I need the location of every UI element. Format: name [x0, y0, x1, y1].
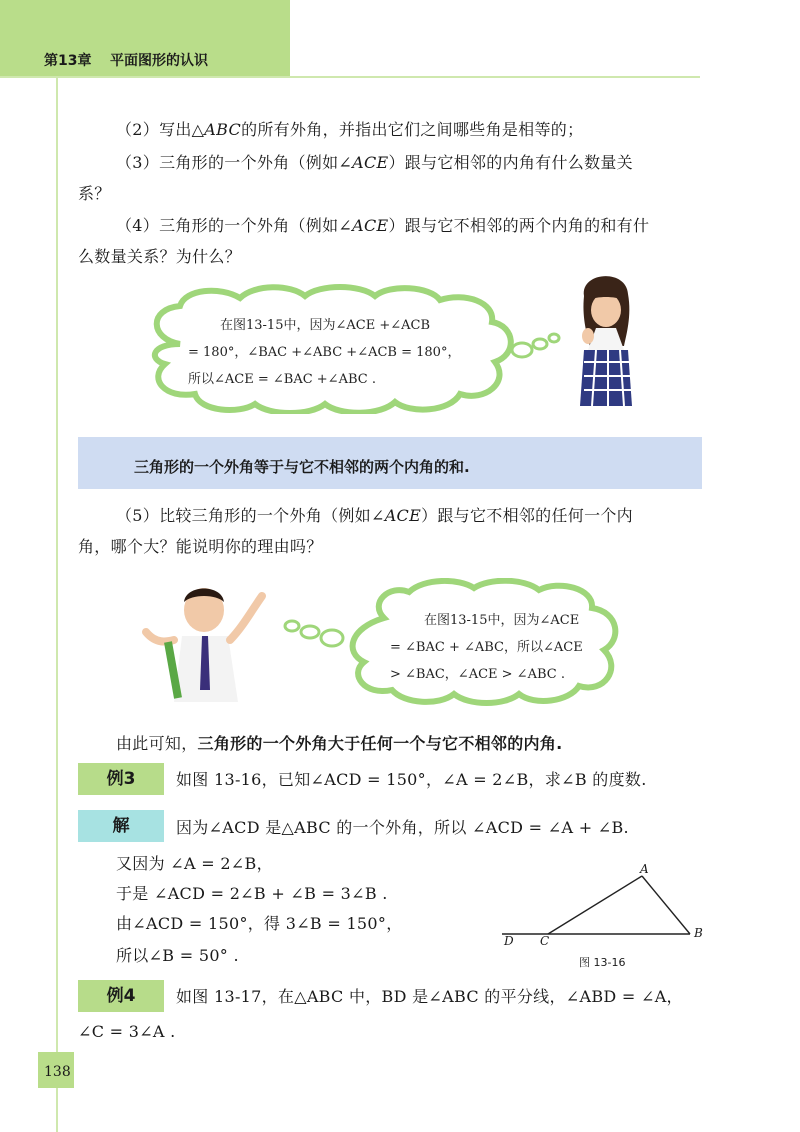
cloud1-line1: 在图13-15中，因为∠ACE +∠ACB [220, 318, 430, 333]
header-divider [0, 76, 700, 78]
solution-text: 因为∠ACD 是△ABC 的一个外角，所以 ∠ACD = ∠A + ∠B. [176, 818, 629, 837]
cloud2-line3: > ∠BAC，∠ACE > ∠ABC . [390, 667, 565, 682]
question-4-cont: 么数量关系？为什么？ [78, 247, 242, 266]
solution-line2: 于是 ∠ACD = 2∠B + ∠B = 3∠B . [116, 884, 388, 903]
cloud2-line2: = ∠BAC + ∠ABC，所以∠ACE [390, 640, 583, 655]
example3-text: 如图 13-16，已知∠ACD = 150°，∠A = 2∠B，求∠B 的度数. [176, 770, 647, 789]
solution-label: 解 [78, 810, 164, 842]
girl-thinking-illustration [566, 266, 646, 412]
example3-label: 例3 [78, 763, 164, 795]
example4-label: 例4 [78, 980, 164, 1012]
point-a-label: A [640, 862, 649, 876]
example4-text2: ∠C = 3∠A . [78, 1022, 176, 1041]
solution-line3: 由∠ACD = 150°，得 3∠B = 150°， [116, 914, 403, 933]
triangle-figure-13-16 [490, 858, 720, 958]
figure-caption: 图 13-16 [579, 956, 626, 969]
point-c-label: C [540, 934, 550, 948]
solution-line4: 所以∠B = 50° . [116, 946, 239, 965]
question-2: （2）写出△ABC的所有外角，并指出它们之间哪些角是相等的； [116, 120, 584, 139]
left-margin-rule [56, 78, 58, 1132]
question-5: （5）比较三角形的一个外角（例如∠ACE）跟与它不相邻的任何一个内 [116, 506, 633, 525]
solution-line1: 又因为 ∠A = 2∠B， [116, 854, 273, 873]
example4-text1: 如图 13-17，在△ABC 中，BD 是∠ABC 的平分线，∠ABD = ∠A， [176, 987, 683, 1006]
chapter-title: 平面图形的认识 [110, 53, 208, 69]
point-d-label: D [504, 934, 514, 948]
page-number: 138 [44, 1064, 71, 1080]
theorem-text: 三角形的一个外角等于与它不相邻的两个内角的和. [134, 458, 470, 476]
question-4: （4）三角形的一个外角（例如∠ACE）跟与它不相邻的两个内角的和有什 [116, 216, 650, 235]
cloud1-line2: = 180°，∠BAC +∠ABC +∠ACB = 180°， [188, 345, 461, 360]
conclusion: 由此可知，三角形的一个外角大于任何一个与它不相邻的内角. [116, 734, 563, 753]
boy-illustration [138, 580, 278, 704]
cloud1-line3: 所以∠ACE = ∠BAC +∠ABC . [188, 372, 376, 387]
question-3-cont: 系？ [78, 184, 111, 203]
question-3: （3）三角形的一个外角（例如∠ACE）跟与它相邻的内角有什么数量关 [116, 153, 633, 172]
question-5-cont: 角，哪个大？能说明你的理由吗？ [78, 537, 323, 556]
point-b-label: B [694, 926, 703, 940]
cloud2-line1: 在图13-15中，因为∠ACE [424, 613, 580, 628]
chapter-number: 第13章 [44, 53, 92, 69]
